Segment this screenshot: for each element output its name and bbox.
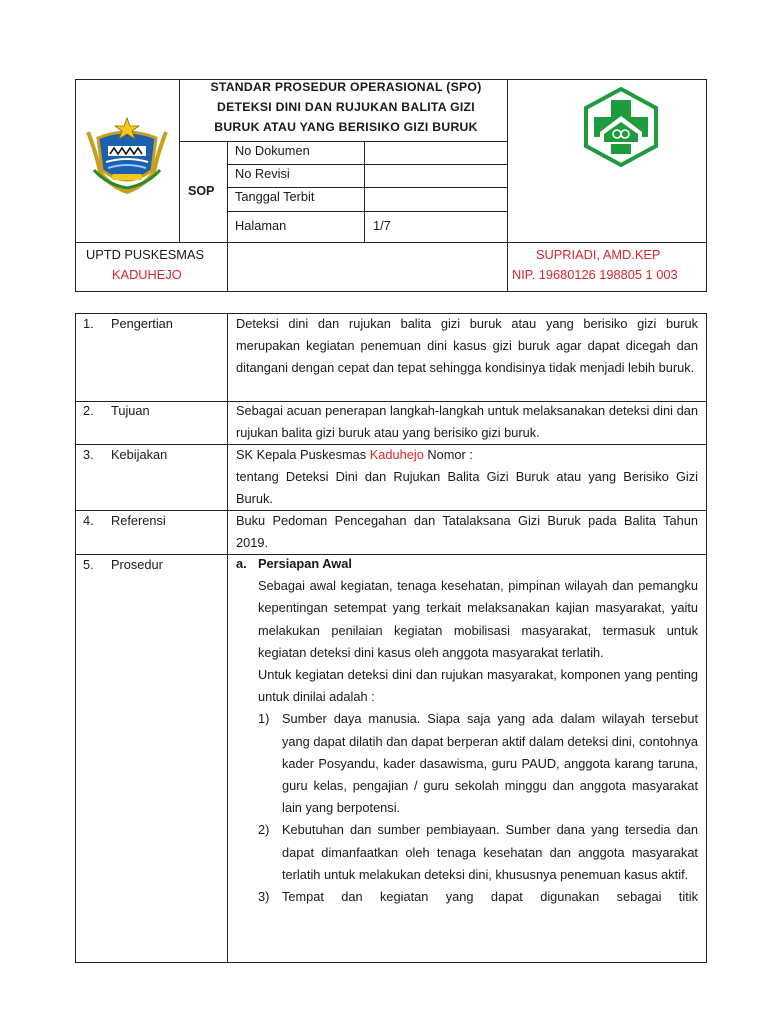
list-item-text: Sumber daya manusia. Siapa saja yang ada dalam wilayah tersebut yang dapat dilatih dan dapat berperan aktif dalam deteksi dini, contohnya kader Posyandu, kader dasawisma, guru PAUD, anggota karang taruna, guru kelas, pengajian / guru sekolah minggu dan anggota masyarakat lain yang berpotensi. (282, 711, 698, 816)
list-item-text: Tempat dan kegiatan yang dapat digunakan sebagai titik (282, 889, 698, 905)
section-label-referensi: Referensi (111, 513, 166, 528)
section-label-tujuan: Tujuan (111, 403, 150, 418)
meta-value-halaman: 1/7 (373, 218, 391, 233)
sk-place: Kaduhejo (369, 447, 424, 462)
signer-nip: NIP. 19680126 198805 1 003 (512, 267, 678, 282)
subheading-letter: a. (236, 556, 247, 571)
tujuan-paragraph: Sebagai acuan penerapan langkah-langkah untuk melaksanakan deteksi dini dan rujukan balita gizi buruk atau yang berisiko gizi buruk. (236, 403, 698, 441)
kebijakan-sk-line (236, 444, 698, 466)
section-label-kebijakan: Kebijakan (111, 447, 168, 462)
list-item-number: 2) (258, 822, 270, 838)
prosedur-paragraph-1: Sebagai awal kegiatan, tenaga kesehatan, pimpinan wilayah dan pemangku kepentingan setempat yang terkait melaksanakan kajian masyarakat, yaitu melakukan penilaian kegiatan mobilisasi masyarakat, termasuk untuk kegiatan deteksi dini kasus oleh anggota masyarakat terlatih. (258, 578, 698, 660)
meta-label-halaman: Halaman (235, 218, 287, 233)
prosedur-subheading (236, 553, 698, 575)
document-title-line-1: STANDAR PROSEDUR OPERASIONAL (SPO) (210, 80, 482, 94)
puskesmas-cross-logo (580, 86, 662, 168)
pengertian-paragraph: Deteksi dini dan rujukan balita gizi buruk atau yang berisiko gizi buruk merupakan kegiatan penemuan dini kasus gizi buruk agar dapat dicegah dan ditangani dengan cepat dan tepat sehingga kondisinya tidak menjadi lebih buruk. (236, 316, 698, 376)
section-text-pengertian (236, 313, 698, 380)
organization-location: KADUHEJO (112, 267, 182, 282)
list-item (236, 708, 698, 819)
section-number-prosedur: 5. (83, 557, 94, 572)
sk-prefix: SK Kepala Puskesmas (236, 447, 370, 462)
section-label-pengertian: Pengertian (111, 316, 173, 331)
list-item-text: Kebutuhan dan sumber pembiayaan. Sumber dana yang tersedia dan dapat dimanfaatkan oleh tenaga kesehatan dan anggota masyarakat terlatih untuk melakukan deteksi dini, khususnya penemuan kasus aktif. (282, 822, 698, 882)
section-number-kebijakan: 3. (83, 447, 94, 462)
regional-crest-logo (84, 112, 170, 198)
sop-label: SOP (188, 184, 215, 198)
section-text-kebijakan (236, 444, 698, 511)
document-title-line-3: BURUK ATAU YANG BERISIKO GIZI BURUK (214, 120, 478, 134)
section-number-pengertian: 1. (83, 316, 94, 331)
document-title-line-2: DETEKSI DINI DAN RUJUKAN BALITA GIZI (217, 100, 475, 114)
list-item-number: 1) (258, 711, 270, 727)
list-item (236, 886, 698, 908)
section-number-tujuan: 2. (83, 403, 94, 418)
section-text-prosedur (236, 553, 698, 908)
meta-label-no-dokumen: No Dokumen (235, 143, 310, 158)
list-item-number: 3) (258, 889, 270, 905)
list-item (236, 819, 698, 886)
section-number-referensi: 4. (83, 513, 94, 528)
subheading-title: Persiapan Awal (258, 556, 352, 571)
meta-label-no-revisi: No Revisi (235, 166, 290, 181)
sk-suffix: Nomor : (423, 447, 473, 462)
section-text-referensi (236, 510, 698, 554)
prosedur-paragraph-2: Untuk kegiatan deteksi dini dan rujukan masyarakat, komponen yang penting untuk dinilai adalah : (258, 667, 698, 705)
section-text-tujuan (236, 400, 698, 444)
kebijakan-description: tentang Deteksi Dini dan Rujukan Balita Gizi Buruk atau yang Berisiko Gizi Buruk. (236, 469, 698, 507)
referensi-paragraph: Buku Pedoman Pencegahan dan Tatalaksana Gizi Buruk pada Balita Tahun 2019. (236, 513, 698, 551)
meta-label-tanggal-terbit: Tanggal Terbit (235, 189, 315, 204)
signer-name: SUPRIADI, AMD.KEP (536, 247, 661, 262)
section-label-prosedur: Prosedur (111, 557, 163, 572)
organization-name: UPTD PUSKESMAS (86, 247, 205, 262)
